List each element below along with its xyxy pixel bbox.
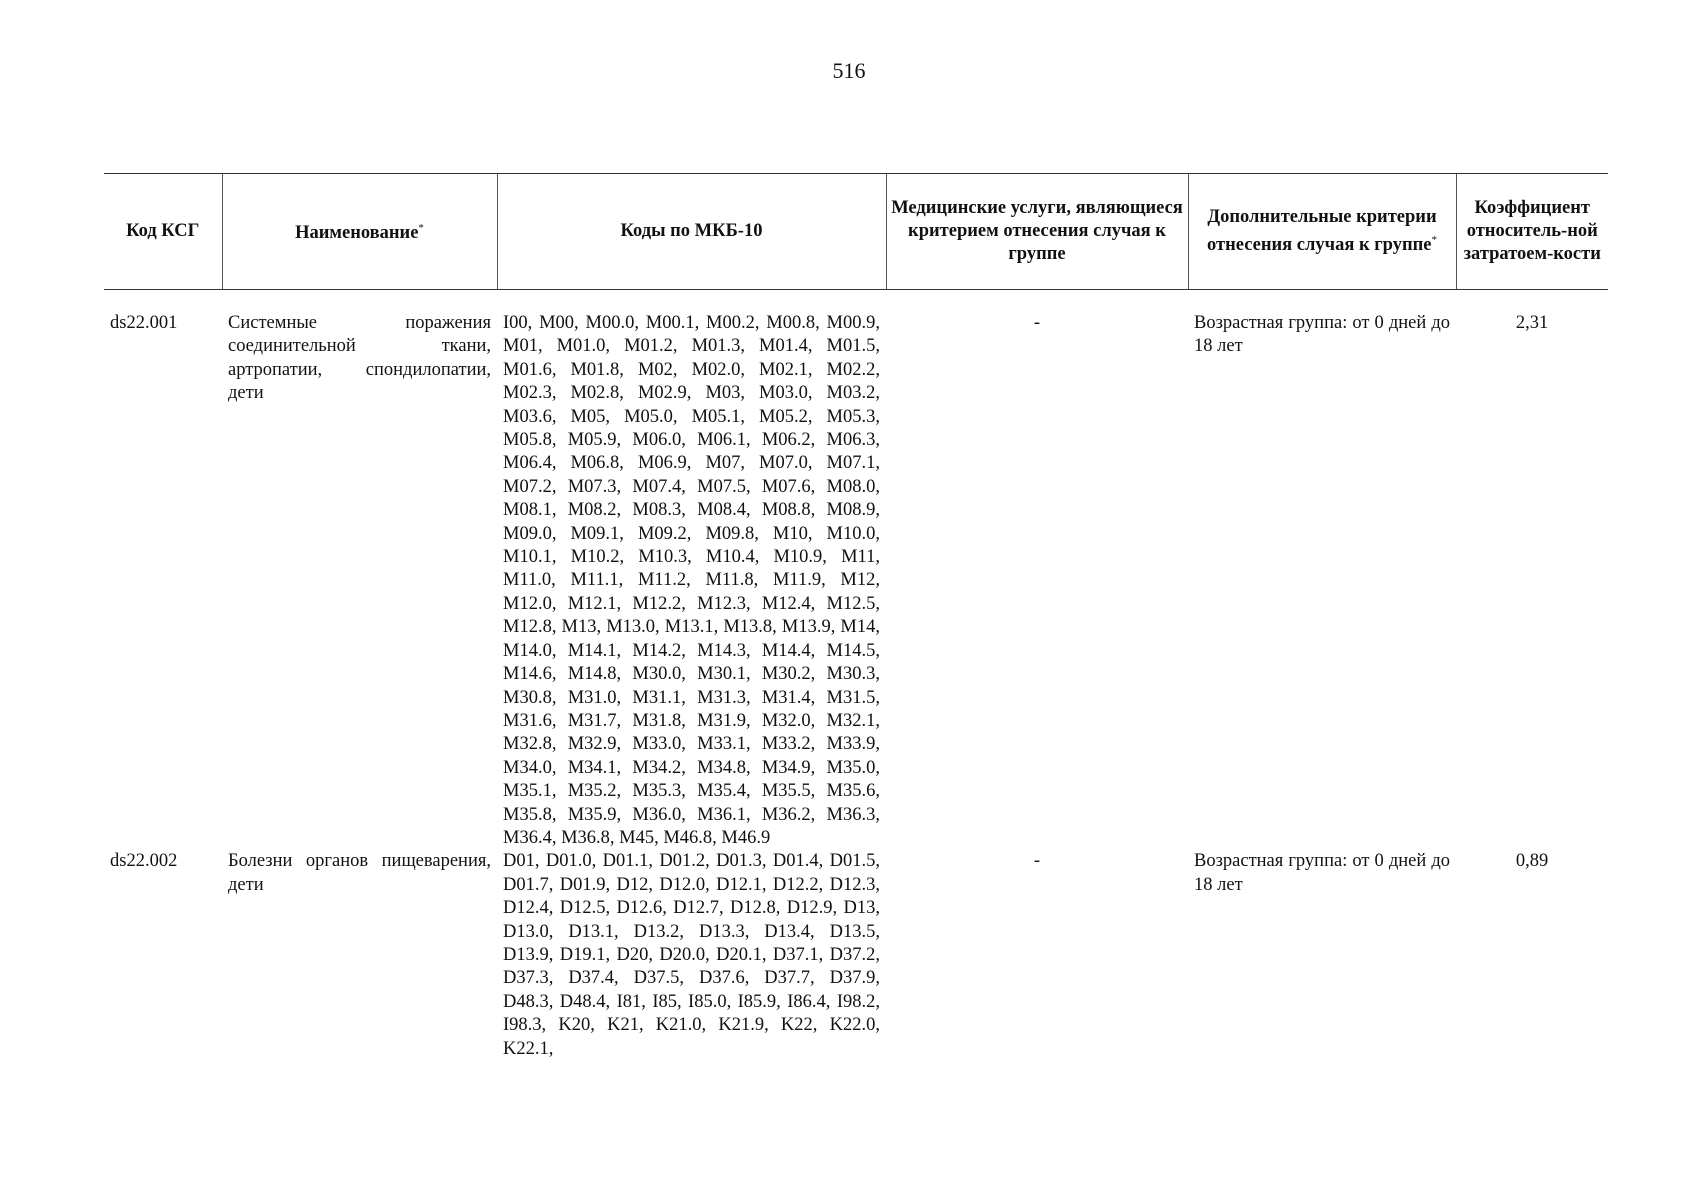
table-header-row xyxy=(104,174,1608,290)
header-code: Код КСГ xyxy=(104,174,222,290)
header-additional-criteria: Дополнительные критерии отнесения случая к группе* xyxy=(1188,174,1456,290)
header-name: Наименование* xyxy=(222,174,497,290)
cell-medical-services: - xyxy=(1033,851,1041,872)
cell-mkb-codes: D01, D01.0, D01.1, D01.2, D01.3, D01.4, D01.5, D01.7, D01.9, D12, D12.0, D12.1, D12.2, D12.3, D12.4, D12.5, D12.6, D12.7, D12.8, D12.9, D13, D13.0, D13.1, D13.2, D13.3, D13.4, D13.5, D13.9, D19.1, D20, D20.0, D20.1, D37.1, D37.2, D37.3, D37.4, D37.5, D37.6, D37.7, D37.9, D48.3, D48.4, I81, I85, I85.0, I85.9, I86.4, I98.2, I98.3, K20, K21, K21.0, K21.9, K22, K22.0, K22.1, xyxy=(503,851,880,1059)
footnote-mark: * xyxy=(418,222,424,235)
cell-coefficient: 0,89 xyxy=(1515,851,1549,872)
cell-additional-criteria: Возрастная группа: от 0 дней до 18 лет xyxy=(1194,851,1450,895)
cell-name: Системные поражения соединительной ткани, артропатии, спондилопатии, дети xyxy=(228,313,491,404)
cell-additional-criteria: Возрастная группа: от 0 дней до 18 лет xyxy=(1194,313,1450,357)
header-mkb-codes: Коды по МКБ-10 xyxy=(497,174,886,290)
header-coefficient: Коэффициент относитель-ной затратоем-кости xyxy=(1456,174,1608,290)
cell-coefficient: 2,31 xyxy=(1515,313,1549,333)
table-row xyxy=(104,850,1608,1061)
table-row xyxy=(104,312,1608,850)
header-medical-services: Медицинские услуги, являющиеся критерием отнесения случая к группе xyxy=(886,174,1188,290)
cell-ksg-code: ds22.002 xyxy=(110,851,178,872)
cell-ksg-code: ds22.001 xyxy=(110,313,178,333)
cell-medical-services: - xyxy=(1033,313,1041,333)
footnote-mark: * xyxy=(1431,233,1437,246)
page-number: 516 xyxy=(832,58,866,83)
ksg-table xyxy=(104,173,1608,1061)
cell-mkb-codes: I00, M00, M00.0, M00.1, M00.2, M00.8, M00.9, M01, M01.0, M01.2, M01.3, M01.4, M01.5, M01.6, M01.8, M02, M02.0, M02.1, M02.2, M02.3, M02.8, M02.9, M03, M03.0, M03.2, M03.6, M05, M05.0, M05.1, M05.2, M05.3, M05.8, M05.9, M06.0, M06.1, M06.2, M06.3, M06.4, M06.8, M06.9, M07, M07.0, M07.1, M07.2, M07.3, M07.4, M07.5, M07.6, M08.0, M08.1, M08.2, M08.3, M08.4, M08.8, M08.9, M09.0, M09.1, M09.2, M09.8, M10, M10.0, M10.1, M10.2, M10.3, M10.4, M10.9, M11, M11.0, M11.1, M11.2, M11.8, M11.9, M12, M12.0, M12.1, M12.2, M12.3, M12.4, M12.5, M12.8, M13, M13.0, M13.1, M13.8, M13.9, M14, M14.0, M14.1, M14.2, M14.3, M14.4, M14.5, M14.6, M14.8, M30.0, M30.1, M30.2, M30.3, M30.8, M31.0, M31.1, M31.3, M31.4, M31.5, M31.6, M31.7, M31.8, M31.9, M32.0, M32.1, M32.8, M32.9, M33.0, M33.1, M33.2, M33.9, M34.0, M34.1, M34.2, M34.8, M34.9, M35.0, M35.1, M35.2, M35.3, M35.4, M35.5, M35.6, M35.8, M35.9, M36.0, M36.1, M36.2, M36.3, M36.4, M36.8, M45, M46.8, M46.9 xyxy=(503,313,880,848)
cell-name: Болезни органов пищеварения, дети xyxy=(228,851,491,895)
